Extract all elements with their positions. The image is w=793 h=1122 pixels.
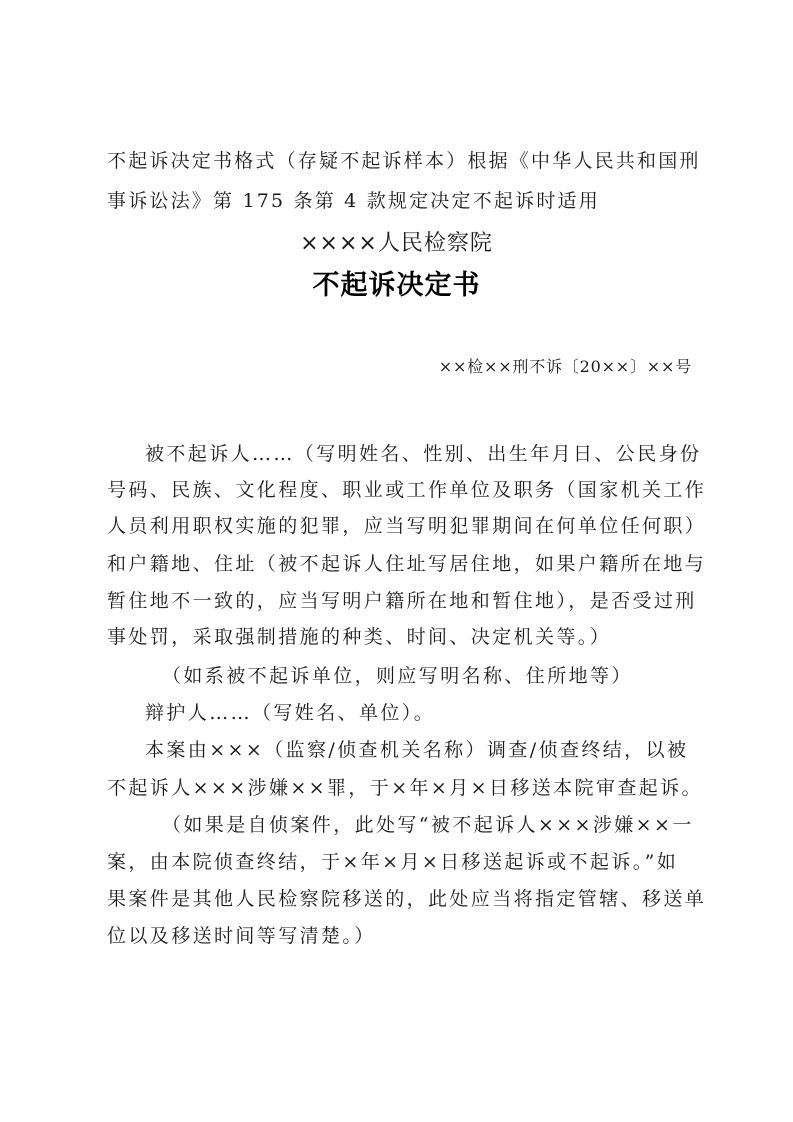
body-line-unit-note: （如系被不起诉单位，则应写明名称、住所地等） — [162, 665, 633, 687]
body-line-6: 事处罚，采取强制措施的种类、时间、决定机关等。） — [107, 626, 612, 648]
body-line-case-origin-2: 不起诉人×××涉嫌××罪，于×年×月×日移送本院审查起诉。 — [107, 777, 703, 799]
body-line-case-origin: 本案由×××（监察/侦查机关名称）调查/侦查终结，以被 — [145, 739, 689, 761]
agency-name: ××××人民检察院 — [300, 231, 493, 256]
body-line-1: 被不起诉人……（写明姓名、性别、出生年月日、公民身份 — [145, 443, 702, 465]
body-line-4: 和户籍地、住址（被不起诉人住址写居住地，如果户籍所在地与 — [107, 553, 707, 575]
header-note-line-1: 不起诉决定书格式（存疑不起诉样本）根据《中华人民共和国刑 — [107, 150, 701, 172]
body-line-self-investigation-2: 案，由本院侦查终结，于×年×月×日移送起诉或不起诉。”如 — [107, 851, 679, 873]
body-line-3: 人员利用职权实施的犯罪，应当写明犯罪期间在何单位任何职） — [107, 515, 707, 537]
body-line-defender: 辩护人……（写姓名、单位）。 — [145, 702, 436, 724]
body-line-5: 暂住地不一致的，应当写明户籍所在地和暂住地），是否受过刑 — [107, 590, 697, 612]
header-note-line-2: 事诉讼法》第 175 条第 4 款规定决定不起诉时适用 — [107, 190, 600, 212]
body-line-2: 号码、民族、文化程度、职业或工作单位及职务（国家机关工作 — [107, 479, 707, 501]
body-line-transfer-2: 位以及移送时间等写清楚。） — [107, 925, 376, 947]
body-line-self-investigation: （如果是自侦案件，此处写“被不起诉人×××涉嫌××一 — [162, 814, 694, 836]
document-title: 不起诉决定书 — [312, 270, 481, 301]
body-line-transfer: 果案件是其他人民检察院移送的，此处应当将指定管辖、移送单 — [107, 888, 707, 910]
document-number: ××检××刑不诉〔20××〕××号 — [438, 357, 692, 376]
